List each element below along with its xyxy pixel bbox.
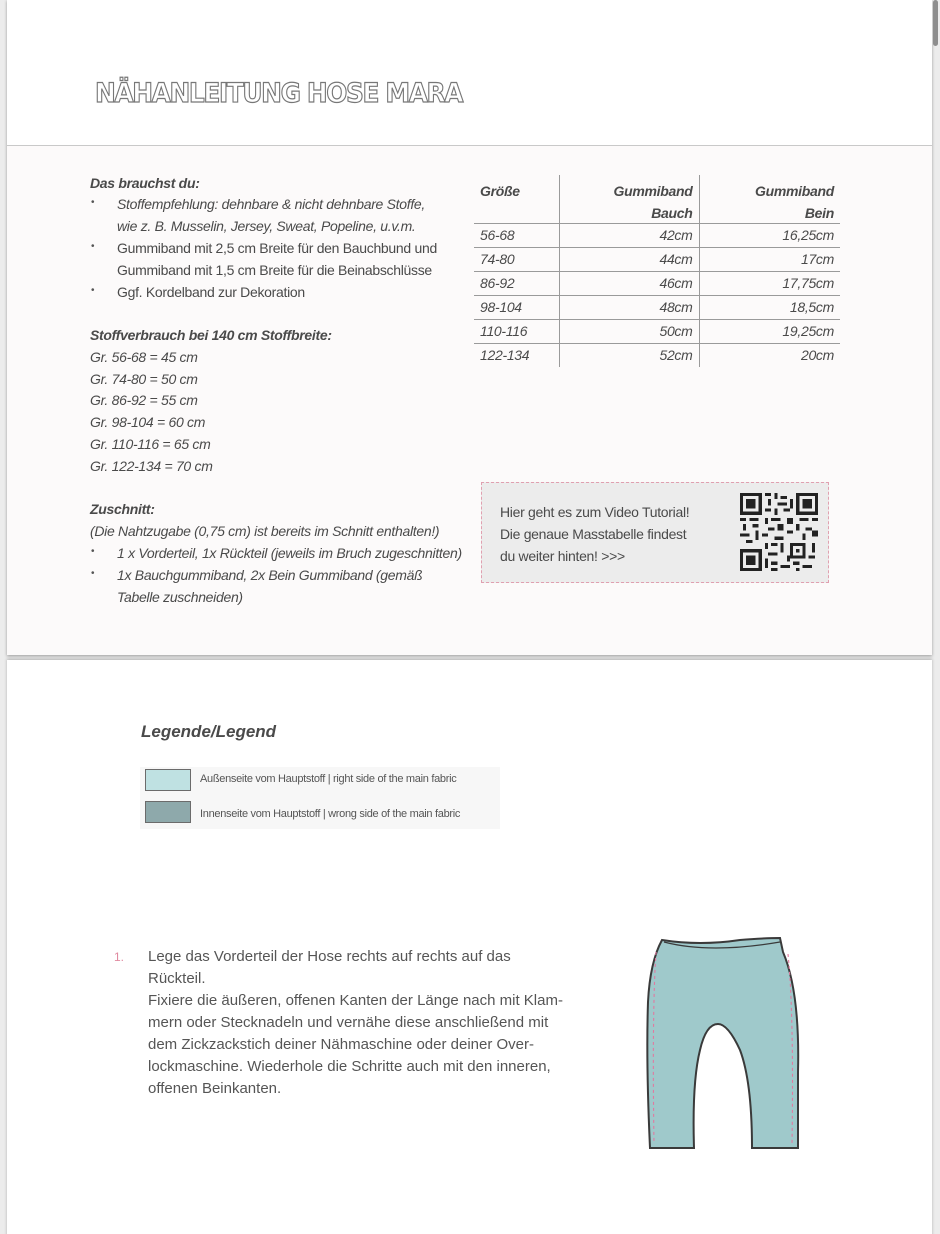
header-leg-bottom: Bein [804,204,834,221]
cell-leg: 17cm [699,247,840,271]
cell-size: 110-116 [474,319,559,343]
instruction-page-1 [7,0,932,655]
cutting-heading: Zuschnitt: [90,501,155,517]
fabric-line: Gr. 98-104 = 60 cm [90,414,206,430]
cell-size: 86-92 [474,271,559,295]
table-row [474,319,840,343]
legend-label-outside: Außenseite vom Hauptstoff | right side of the main fabric [200,773,457,785]
bullet: • [91,241,95,252]
bullet: • [91,197,95,208]
header-size: Größe [480,183,520,199]
table-row [474,223,840,247]
legend-box [140,767,500,829]
step-line: offenen Beinkanten. [148,1080,282,1097]
table-header-row [474,199,840,223]
size-table [474,175,840,367]
step-number: 1. [114,950,125,964]
cell-leg: 16,25cm [699,223,840,247]
cell-leg: 17,75cm [699,271,840,295]
cell-size: 98-104 [474,295,559,319]
table-row [474,271,840,295]
step-line: mern oder Stecknadeln und vernähe diese anschließend mit [148,1014,549,1031]
cutting-item-2-line-1: 1x Bauchgummiband, 2x Bein Gummiband (gemäß [117,567,423,583]
header-waist-bottom: Bauch [559,199,699,223]
cutting-note: (Die Nahtzugabe (0,75 cm) ist bereits im Schnitt enthalten!) [90,523,440,539]
video-tutorial-text [500,501,689,567]
bullet: • [91,546,95,557]
cell-size: 56-68 [474,223,559,247]
fabric-line: Gr. 74-80 = 50 cm [90,371,198,387]
step-line: lockmaschine. Wiederhole die Schritte auch mit den inneren, [148,1058,551,1075]
cell-size: 122-134 [474,343,559,367]
video-line: Hier geht es zum Video Tutorial! [500,504,690,520]
swatch-outside [145,769,191,791]
scrollbar[interactable] [933,0,938,46]
video-line: Die genaue Masstabelle findest [500,526,687,542]
table-row [474,247,840,271]
legend-label-inside: Innenseite vom Hauptstoff | wrong side of the main fabric [200,808,461,820]
swatch-inside [145,801,191,823]
cell-waist: 48cm [559,295,699,319]
video-line: du weiter hinten! >>> [500,548,625,564]
table-header-row [474,175,840,199]
page-header [7,0,932,146]
fabric-line: Gr. 122-134 = 70 cm [90,458,213,474]
fabric-line: Gr. 86-92 = 55 cm [90,392,198,408]
header-leg-top: Gummiband [755,183,834,199]
cell-waist: 44cm [559,247,699,271]
bullet: • [91,568,95,579]
legend-title: Legende/Legend [141,722,277,741]
cell-waist: 42cm [559,223,699,247]
step-text [148,946,568,1100]
cell-size: 74-80 [474,247,559,271]
cell-leg: 18,5cm [699,295,840,319]
table-row [474,343,840,367]
materials-item-2-line-2: Gummiband mit 1,5 cm Breite für die Beinabschlüsse [117,262,432,278]
cutting-item-2-line-2: Tabelle zuschneiden) [117,589,243,605]
video-tutorial-box[interactable] [481,482,829,583]
header-waist-top: Gummiband [559,175,699,199]
fabric-line: Gr. 110-116 = 65 cm [90,436,211,452]
fabric-line: Gr. 56-68 = 45 cm [90,349,198,365]
bullet: • [91,285,95,296]
table-row [474,295,840,319]
fabric-heading: Stoffverbrauch bei 140 cm Stoffbreite: [90,327,332,343]
page-title: NÄHANLEITUNG HOSE MARA [95,78,463,109]
step-line: dem Zickzackstich deiner Nähmaschine oder deiner Over- [148,1036,534,1053]
qr-code-icon[interactable] [740,493,818,571]
cell-waist: 50cm [559,319,699,343]
cell-waist: 46cm [559,271,699,295]
step-line: Lege das Vorderteil der Hose rechts auf rechts auf das Rückteil. [148,948,511,987]
materials-heading: Das brauchst du: [90,175,200,191]
materials-item-1-line-1: Stoffempfehlung: dehnbare & nicht dehnbare Stoffe, [117,196,426,212]
pants-illustration [640,932,805,1154]
cell-leg: 20cm [699,343,840,367]
cell-waist: 52cm [559,343,699,367]
materials-item-1-line-2: wie z. B. Musselin, Jersey, Sweat, Popeline, u.v.m. [117,218,416,234]
step-line: Fixiere die äußeren, offenen Kanten der Länge nach mit Klam- [148,992,563,1009]
cutting-item-1: 1 x Vorderteil, 1x Rückteil (jeweils im Bruch zugeschnitten) [117,545,462,561]
cell-leg: 19,25cm [699,319,840,343]
materials-item-3: Ggf. Kordelband zur Dekoration [117,284,305,300]
materials-item-2-line-1: Gummiband mit 2,5 cm Breite für den Bauchbund und [117,240,437,256]
